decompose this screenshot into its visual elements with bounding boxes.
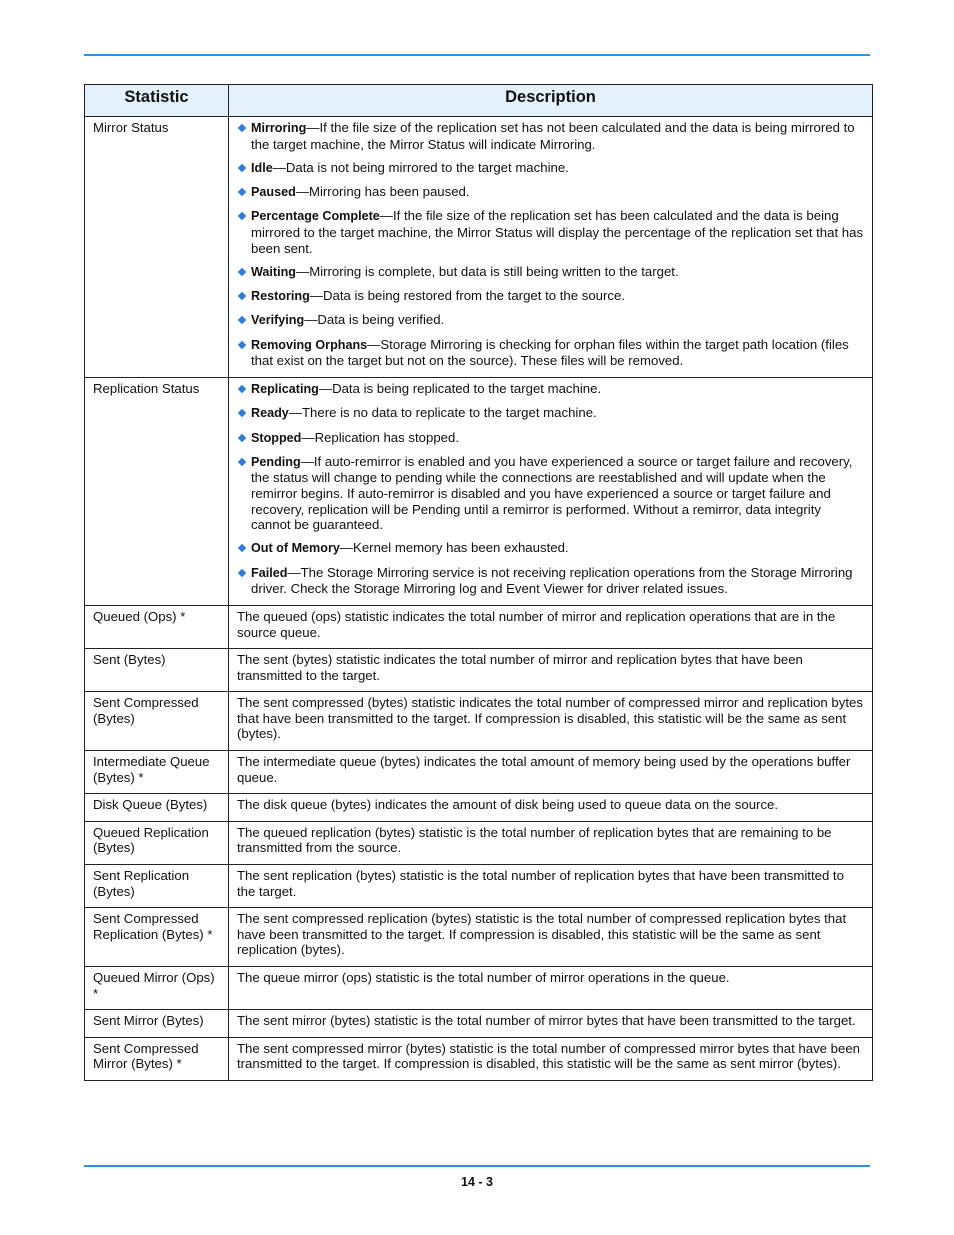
page-number: 14 - 3	[461, 1175, 493, 1189]
diamond-bullet-icon	[238, 292, 246, 300]
table-row	[85, 649, 873, 692]
list-item	[237, 288, 864, 305]
status-text: —Storage Mirroring is checking for orphan files within the target path location (files that exist on the target but not on the source). These files will be removed.	[251, 336, 849, 369]
header-description: Description	[229, 85, 873, 117]
statistic-description: The queue mirror (ops) statistic is the total number of mirror operations in the queue.	[229, 967, 873, 1010]
table-row	[85, 377, 873, 605]
statistic-description: The disk queue (bytes) indicates the amount of disk being used to queue data on the source.	[229, 794, 873, 822]
statistic-name: Sent Compressed (Bytes)	[85, 692, 229, 751]
diamond-bullet-icon	[238, 341, 246, 349]
status-term: Replicating	[251, 381, 319, 396]
statistic-description: The intermediate queue (bytes) indicates the total amount of memory being used by the operations buffer queue.	[229, 751, 873, 794]
table-row	[85, 865, 873, 908]
status-term: Removing Orphans	[251, 337, 368, 352]
status-text: —Data is being restored from the target to the source.	[309, 288, 625, 304]
statistic-name: Replication Status	[85, 377, 229, 605]
diamond-bullet-icon	[238, 409, 246, 417]
diamond-bullet-icon	[238, 433, 246, 441]
status-text: —There is no data to replicate to the target machine.	[288, 405, 597, 421]
statistic-description: The sent mirror (bytes) statistic is the total number of mirror bytes that have been transmitted to the target.	[229, 1010, 873, 1038]
table-row	[85, 751, 873, 794]
table-row	[85, 1037, 873, 1080]
statistic-description: The sent compressed mirror (bytes) statistic is the total number of compressed mirror bytes that have been transmitted to the target. If compression is disabled, this statistic will be the same as sent mirror (bytes).	[229, 1037, 873, 1080]
status-text: —Data is being replicated to the target machine.	[318, 380, 602, 396]
header-rule	[84, 54, 870, 56]
status-term: Pending	[251, 454, 301, 469]
statistic-name: Sent Compressed Mirror (Bytes) *	[85, 1037, 229, 1080]
table-row	[85, 1010, 873, 1038]
diamond-bullet-icon	[238, 385, 246, 393]
statistic-name: Sent Replication (Bytes)	[85, 865, 229, 908]
list-item	[237, 540, 864, 557]
table-row	[85, 967, 873, 1010]
statistic-name: Queued Replication (Bytes)	[85, 821, 229, 864]
statistic-description: The queued (ops) statistic indicates the total number of mirror and replication operations that are in the source queue.	[229, 605, 873, 648]
diamond-bullet-icon	[238, 212, 246, 220]
status-text: —Mirroring is complete, but data is still being written to the target.	[296, 263, 679, 279]
status-term: Ready	[251, 406, 289, 421]
diamond-bullet-icon	[238, 268, 246, 276]
statistic-description: The sent (bytes) statistic indicates the total number of mirror and replication bytes that have been transmitted to the target.	[229, 649, 873, 692]
list-item	[237, 430, 864, 447]
statistic-description: The sent compressed (bytes) statistic indicates the total number of compressed mirror and replication bytes that have been transmitted to the target. If compression is disabled, this statistic will be the same as sent (bytes).	[229, 692, 873, 751]
status-text: —Data is not being mirrored to the target machine.	[272, 159, 569, 175]
statistic-name: Disk Queue (Bytes)	[85, 794, 229, 822]
list-item	[237, 120, 864, 152]
diamond-bullet-icon	[238, 188, 246, 196]
list-item	[237, 208, 864, 256]
diamond-bullet-icon	[238, 316, 246, 324]
statistic-description: The sent replication (bytes) statistic is the total number of replication bytes that have been transmitted to the target.	[229, 865, 873, 908]
status-term: Failed	[251, 565, 288, 580]
status-text: —If auto-remirror is enabled and you have experienced a source or target failure and recovery, the status will change to pending while the connections are reestablished and will update when the remirror begins. If auto-remirror is disabled and you have experienced a source or target failure and recovery, replication will be Pending until a remirror is performed. Without a remirror, data integrity cannot be guaranteed.	[251, 453, 853, 533]
status-term: Waiting	[251, 264, 297, 279]
status-term: Mirroring	[251, 121, 307, 135]
status-text: —Mirroring has been paused.	[295, 184, 470, 200]
status-term: Paused	[251, 185, 296, 200]
status-term: Restoring	[251, 289, 310, 304]
status-text: —If the file size of the replication set has not been calculated and the data is being mirrored to the target machine, the Mirror Status will indicate Mirroring.	[251, 120, 855, 152]
table-row	[85, 794, 873, 822]
statistic-description	[229, 117, 873, 378]
table-row	[85, 821, 873, 864]
diamond-bullet-icon	[238, 544, 246, 552]
statistic-name: Sent Compressed Replication (Bytes) *	[85, 908, 229, 967]
list-item	[237, 312, 864, 329]
diamond-bullet-icon	[238, 124, 246, 132]
status-term: Percentage Complete	[251, 209, 380, 224]
status-term: Out of Memory	[251, 541, 340, 556]
statistic-name: Sent (Bytes)	[85, 649, 229, 692]
status-text: —If the file size of the replication set has been calculated and the data is being mirrored to the target machine, the Mirror Status will display the percentage of the replication set that has been sent.	[251, 208, 864, 256]
statistic-name: Sent Mirror (Bytes)	[85, 1010, 229, 1038]
table-row	[85, 605, 873, 648]
diamond-bullet-icon	[238, 568, 246, 576]
status-list	[237, 120, 864, 369]
statistic-description	[229, 377, 873, 605]
list-item	[237, 381, 864, 398]
status-text: —Replication has stopped.	[301, 429, 459, 445]
table-row	[85, 908, 873, 967]
list-item	[237, 337, 864, 369]
status-text: —Data is being verified.	[304, 312, 445, 328]
statistic-name: Queued Mirror (Ops) *	[85, 967, 229, 1010]
status-text: —The Storage Mirroring service is not receiving replication operations from the Storage Mirroring driver. Check the Storage Mirroring log and Event Viewer for driver related issues.	[251, 564, 853, 597]
statistics-table	[84, 84, 873, 1081]
list-item	[237, 405, 864, 422]
status-term: Stopped	[251, 430, 302, 445]
list-item	[237, 184, 864, 201]
header-statistic: Statistic	[85, 85, 229, 117]
statistic-description: The queued replication (bytes) statistic is the total number of replication bytes that are remaining to be transmitted from the source.	[229, 821, 873, 864]
table-row	[85, 692, 873, 751]
status-text: —Kernel memory has been exhausted.	[339, 540, 569, 556]
list-item	[237, 454, 864, 533]
list-item	[237, 160, 864, 177]
list-item	[237, 264, 864, 281]
table-row	[85, 117, 873, 378]
diamond-bullet-icon	[238, 164, 246, 172]
statistic-name: Mirror Status	[85, 117, 229, 378]
statistic-name: Intermediate Queue (Bytes) *	[85, 751, 229, 794]
diamond-bullet-icon	[238, 458, 246, 466]
statistic-description: The sent compressed replication (bytes) statistic is the total number of compressed replication bytes that have been transmitted to the target. If compression is disabled, this statistic will be the same as sent replication (bytes).	[229, 908, 873, 967]
table-header-row	[85, 85, 873, 117]
list-item	[237, 565, 864, 597]
status-term: Verifying	[251, 313, 305, 328]
status-term: Idle	[251, 160, 273, 175]
footer-rule	[84, 1165, 870, 1167]
statistic-name: Queued (Ops) *	[85, 605, 229, 648]
status-list	[237, 381, 864, 597]
